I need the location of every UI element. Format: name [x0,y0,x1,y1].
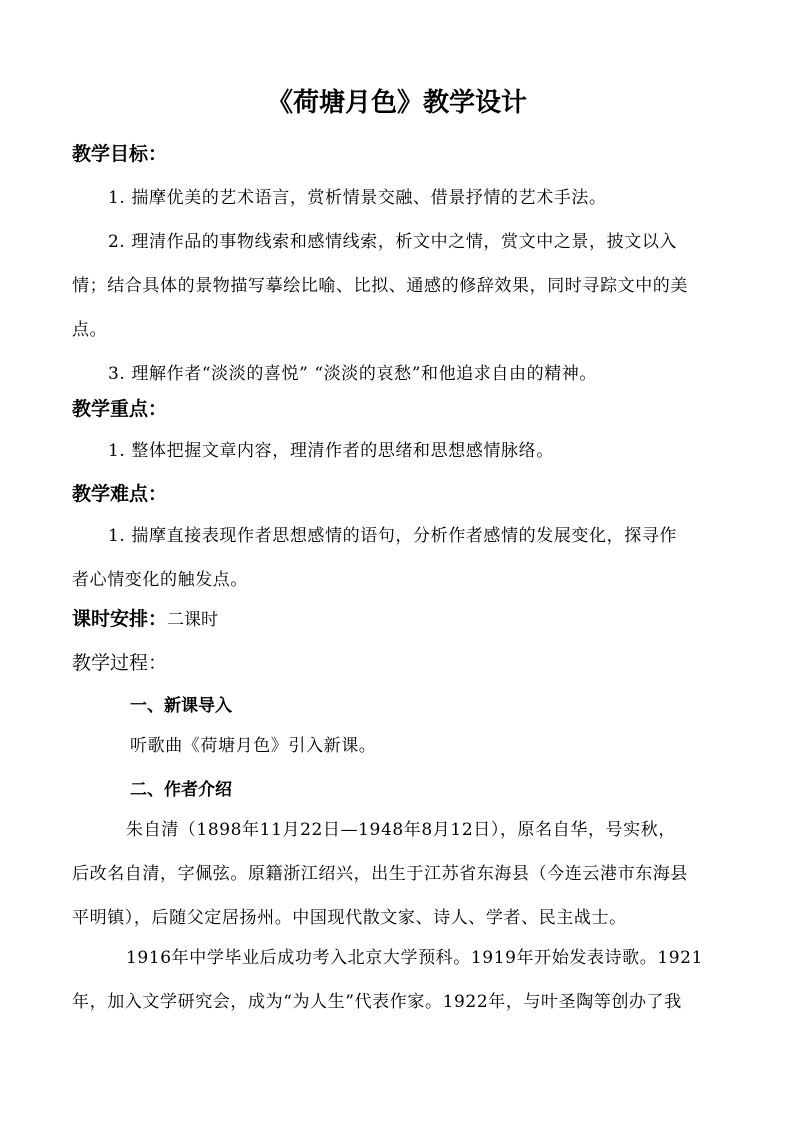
process-heading: 教学过程： [72,652,168,674]
author-career [72,936,724,1024]
objective-3: 3. 理解作者“淡淡的喜悦” “淡淡的哀愁”和他追求自由的精神。 [108,364,597,384]
author-bio [72,808,724,940]
objective-2-line-3: 点。 [72,320,108,340]
section-1-text: 听歌曲《荷塘月色》引入新课。 [130,736,377,756]
objective-2-line-2: 情；结合具体的景物描写摹绘比喻、比拟、通感的修辞效果，同时寻踪文中的美 [72,276,688,296]
objectives-list [72,176,724,396]
difficulties-heading: 教学难点： [72,483,168,505]
objectives-heading: 教学目标： [72,143,168,165]
schedule-value: 二课时 [167,610,219,630]
career-line-1: 1916年中学毕业后成功考入北京大学预科。1919年开始发表诗歌。1921 [126,948,703,968]
bio-line-2: 后改名自清，字佩弦。原籍浙江绍兴，出生于江苏省东海县（今连云港市东海县 [72,864,688,884]
document-title: 《荷塘月色》教学设计 [266,88,527,118]
key-points-list [72,429,724,473]
career-line-2: 年，加入文学研究会，成为“为人生”代表作家。1922年，与叶圣陶等创办了我 [72,992,682,1012]
objective-2-line-1: 2. 理清作品的事物线索和感情线索，析文中之情，赏文中之景，披文以入 [108,232,678,252]
key-points-heading: 教学重点： [72,398,168,420]
difficulties-list [72,514,724,602]
section-1-title: 一、新课导入 [130,696,232,716]
difficulty-1-line-1: 1. 揣摩直接表现作者思想感情的语句，分析作者感情的发展变化，探寻作 [108,526,678,546]
difficulty-1-line-2: 者心情变化的触发点。 [72,570,248,590]
section-2-title: 二、作者介绍 [130,780,232,800]
bio-line-3: 平明镇），后随父定居扬州。中国现代散文家、诗人、学者、民主战士。 [72,908,627,928]
section-1-body [72,724,724,768]
schedule-label: 课时安排： [72,608,168,630]
schedule-row [72,605,218,634]
bio-line-1: 朱自清（1898年11月22日—1948年8月12日），原名自华，号实秋， [126,820,676,840]
key-point-1: 1. 整体把握文章内容，理清作者的思绪和思想感情脉络。 [108,441,554,461]
objective-1: 1. 揣摩优美的艺术语言，赏析情景交融、借景抒情的艺术手法。 [108,188,607,208]
